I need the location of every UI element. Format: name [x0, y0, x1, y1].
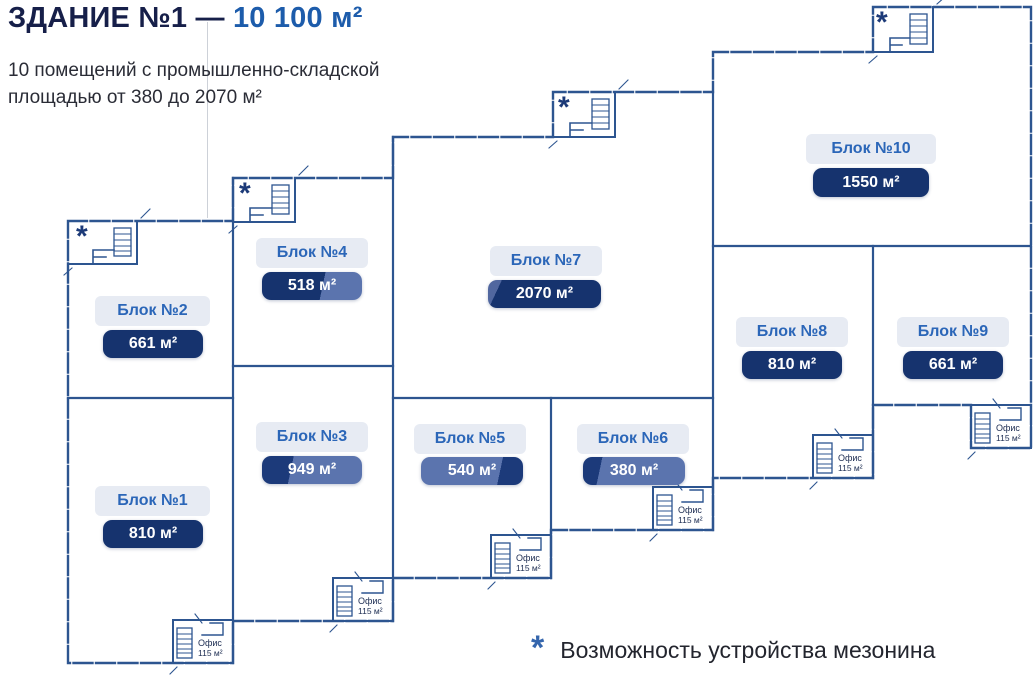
block-area-3: 949 м²: [262, 456, 362, 484]
stairs-steps: [910, 20, 927, 38]
block-area-2: 661 м²: [103, 330, 203, 358]
stairs-steps: [337, 592, 352, 611]
office-caption-block6: [678, 505, 720, 525]
subtitle: [8, 57, 380, 111]
block-label-2: Блок №2: [95, 296, 210, 326]
mezzanine-asterisk-block4: *: [239, 177, 251, 210]
office-area: 115 м²: [678, 515, 703, 525]
block-area-6: 380 м²: [583, 457, 685, 485]
subtitle-line-1: 10 помещений с промышленно-складской: [8, 60, 380, 81]
stairs-steps: [114, 234, 131, 251]
block-label-5: Блок №5: [414, 424, 526, 454]
block-label-4: Блок №4: [256, 238, 368, 268]
stairs-steps: [272, 191, 289, 208]
office-area: 115 м²: [838, 463, 863, 473]
legend: [531, 629, 936, 667]
door-icon: [682, 490, 703, 502]
door-icon: [202, 623, 223, 635]
stairs-icon: [910, 14, 927, 44]
block-area-8: 810 м²: [742, 351, 842, 379]
stairs-icon: [114, 228, 131, 256]
office-name: Офис: [358, 596, 382, 606]
office-caption-block5: [516, 553, 558, 573]
office-name: Офис: [678, 505, 702, 515]
block-label-9: Блок №9: [897, 317, 1009, 347]
stairs-steps: [817, 449, 832, 468]
office-area: 115 м²: [516, 563, 541, 573]
stairs-icon: [592, 99, 609, 129]
door-icon: [842, 438, 863, 450]
office-caption-block1: [198, 638, 240, 658]
block-label-1: Блок №1: [95, 486, 210, 516]
door-icon: [93, 250, 114, 264]
block-label-6: Блок №6: [577, 424, 689, 454]
stairs-steps: [177, 634, 192, 653]
stairs-steps: [657, 501, 672, 520]
door-icon: [1000, 408, 1021, 420]
block-area-9: 661 м²: [903, 351, 1003, 379]
office-name: Офис: [838, 453, 862, 463]
title-total-area: 10 100 м²: [232, 2, 363, 34]
door-icon: [520, 538, 541, 550]
door-icon: [570, 123, 591, 137]
office-caption-block3: [358, 596, 400, 616]
door-icon: [890, 38, 909, 52]
stairs-icon: [272, 185, 289, 214]
office-caption-block8: [838, 453, 880, 473]
block-label-8: Блок №8: [736, 317, 848, 347]
office-area: 115 м²: [358, 606, 383, 616]
block-area-10: 1550 м²: [813, 168, 929, 197]
page-title: [8, 2, 363, 35]
block-area-5: 540 м²: [421, 457, 523, 485]
mezzanine-asterisk-block10: *: [876, 6, 888, 39]
stairs-steps: [495, 549, 510, 568]
door-icon: [362, 581, 383, 593]
mezzanine-asterisk-block2: *: [76, 220, 88, 253]
office-name: Офис: [996, 423, 1020, 433]
office-area: 115 м²: [996, 433, 1021, 443]
door-icon: [250, 208, 271, 222]
office-name: Офис: [198, 638, 222, 648]
block-label-3: Блок №3: [256, 422, 368, 452]
legend-asterisk: *: [531, 629, 545, 667]
stairs-steps: [592, 105, 609, 123]
subtitle-line-2: площадью от 380 до 2070 м²: [8, 87, 262, 108]
block-area-7: 2070 м²: [488, 280, 601, 308]
mezzanine-asterisk-block7: *: [558, 91, 570, 124]
block-label-10: Блок №10: [806, 134, 936, 164]
title-building: ЗДАНИЕ №1 —: [8, 2, 233, 34]
stairs-steps: [975, 419, 990, 438]
block-label-7: Блок №7: [490, 246, 602, 276]
office-name: Офис: [516, 553, 540, 563]
office-area: 115 м²: [198, 648, 223, 658]
block-area-1: 810 м²: [103, 520, 203, 548]
legend-text: Возможность устройства мезонина: [560, 637, 936, 663]
block-area-4: 518 м²: [262, 272, 362, 300]
office-caption-block9: [996, 423, 1036, 443]
